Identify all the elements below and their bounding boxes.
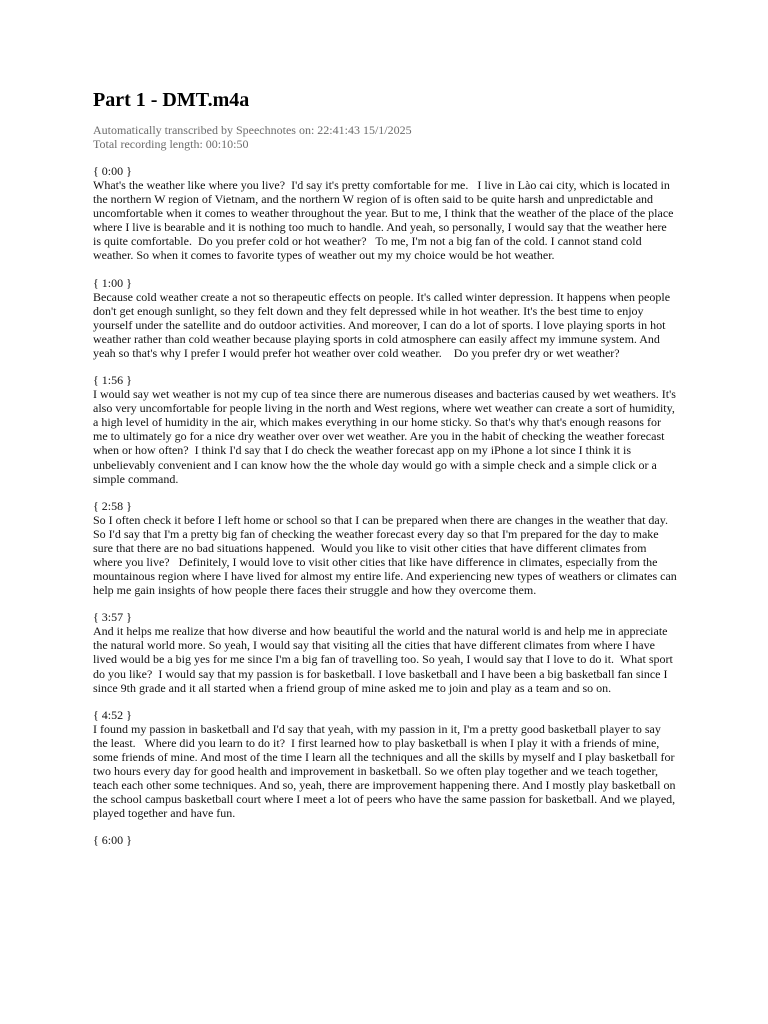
segment-text: I would say wet weather is not my cup of tea since there are numerous diseases and bacterias caused by wet weathers. It's also very uncomfortable for people living in the north and West regions, where wet weather can create a sort of humidity, a high level of humidity in the air, which makes everything in our home sticky. So that's why that's enough reasons for me to ultimately go for a nice dry weather over over wet weather. Are you in the habit of checking the weather forecast when or how often? I think I'd say that I do check the weather forecast app on my iPhone a lot since I think it is unbelievably convenient and I can know how the the whole day would go with a simple check and a simple click or a simple command.: [93, 387, 679, 486]
transcript-segment: [93, 833, 677, 847]
segment-timestamp: { 0:00 }: [93, 164, 132, 178]
segment-text: Because cold weather create a not so therapeutic effects on people. It's called winter depression. It happens when people don't get enough sunlight, so they felt down and they felt depressed while in hot weather. It's the best time to enjoy yourself under the satellite and do outdoor activities. And moreover, I can do a lot of sports. I love playing sports in hot weather rather than cold weather because playing sports in cold atmosphere can easily affect my immune system. And yeah so that's why I prefer I would prefer hot weather over cold weather. Do you prefer dry or wet weather?: [93, 289, 674, 360]
segment-text: And it helps me realize that how diverse and how beautiful the world and the natural world is and help me in appreciate the natural world more. So yeah, I would say that visiting all the cities that have different climates from where I have lived would be a big yes for me since I'm a big fan of travelling too. So yeah, I would say that I love to do it. What sport do you like? I would say that my passion is for basketball. I love basketball and I have been a big basketball fan since I since 9th grade and it all started when a friend group of mine asked me to join and play as a team and so on.: [93, 624, 676, 695]
segment-timestamp: { 3:57 }: [93, 610, 132, 625]
transcript-segment: [93, 164, 677, 263]
transcribed-by-line: Automatically transcribed by Speechnotes on: 22:41:43 15/1/2025: [93, 123, 412, 137]
transcript-segment: [93, 276, 677, 360]
transcript-segment: [93, 373, 677, 486]
transcript-page: [93, 88, 680, 860]
segment-timestamp: { 6:00 }: [93, 833, 132, 848]
segment-timestamp: { 1:56 }: [93, 373, 132, 388]
transcript-segment: [93, 610, 677, 694]
segment-timestamp: { 2:58 }: [93, 498, 132, 513]
segment-text: What's the weather like where you live? I'd say it's pretty comfortable for me. I live in Lào cai city, which is located in the northern W region of Vietnam, and the northern W region of is often said to be quite harsh and unpredictable and uncomfortable when it comes to weather throughout the year. But to me, I think that the weather of the place of the place where I live is bearable and it is nothing too much to handle. And yeah, so personally, I would say that the weather here is quite comfortable. Do you prefer cold or hot weather? To me, I'm not a big fan of the cold. I cannot stand cold weather. So when it comes to favorite types of weather out my my choice would be hot weather.: [93, 178, 677, 263]
transcript-segment: [93, 498, 680, 598]
transcript-meta: [93, 123, 677, 151]
transcript-segment: [93, 708, 677, 821]
segment-timestamp: { 4:52 }: [93, 707, 132, 722]
segment-text: I found my passion in basketball and I'd say that yeah, with my passion in it, I'm a pretty good basketball player to say the least. Where did you learn to do it? I first learned how to play basketball is when I play it with a friends of mine, some friends of mine. And most of the time I learn all the techniques and all the skills by myself and I play basketball for two hours every day for good health and improvement in basketball. So we often play together and we teach together, teach each other some techniques. And so, yeah, there are improvement happening there. And I mostly play basketball on the school campus basketball court where I meet a lot of peers who have the same passion for basketball. And we played, played together and have fun.: [93, 721, 679, 821]
recording-length-line: Total recording length: 00:10:50: [93, 137, 249, 151]
document-title: Part 1 - DMT.m4a: [93, 89, 250, 111]
segment-text: So I often check it before I left home or school so that I can be prepared when there are changes in the weather that day. So I'd say that I'm a pretty big fan of checking the weather forecast every day so that I'm prepared for the day to make sure that there are no bad situations happened. Would you like to visit other cities that have different climates from where you live? Definitely, I would love to visit other cities that like have difference in climates, especially from the mountainous region where I have lived for almost my entire life. And experiencing new types of weathers or climates can help me gain insights of how people there faces their struggle and how they overcome them.: [93, 512, 680, 598]
segment-timestamp: { 1:00 }: [93, 275, 132, 290]
